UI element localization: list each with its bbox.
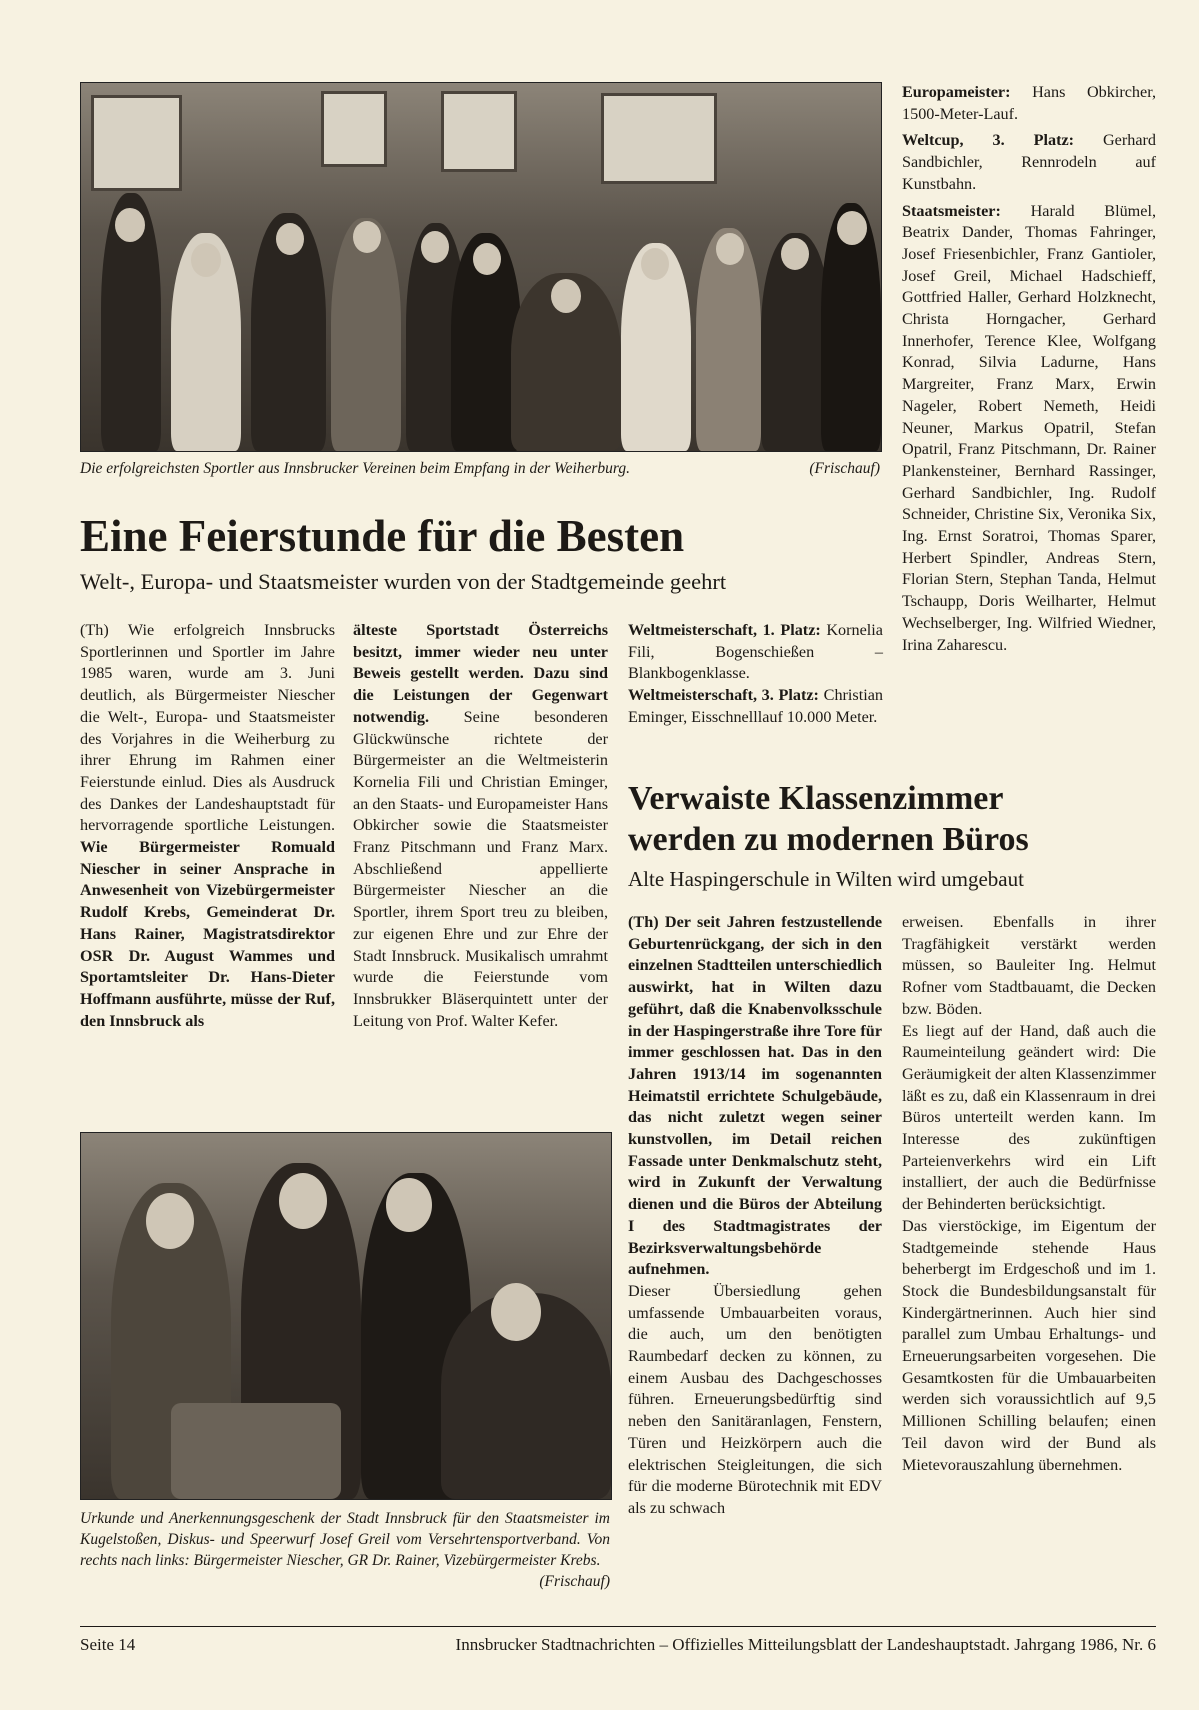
article1-col1-text: [80, 620, 335, 1032]
photo2-caption-text: Urkunde und Anerkennungsgeschenk der Stadt Innsbruck für den Staatsmeister im Kugelstoßen, Diskus- und Speerwurf Josef Greil vom Versehrtensportverband. Von rechts nach links: Bürgermeister Niescher, GR Dr. Rainer, Vizebürgermeister Krebs.: [80, 1510, 610, 1569]
article2-column-1: [628, 912, 882, 1520]
award-entry: [902, 201, 1156, 657]
award-entry: [902, 82, 1156, 125]
award-label: Weltmeisterschaft, 3. Platz:: [628, 686, 819, 705]
award-text: Hans Obkircher, 1500-Meter-Lauf.: [902, 83, 1156, 123]
article1-col1-bold: Wie Bürgermeister Romuald Niescher in seiner Ansprache in Anwesenheit von Vizebürgermeister Rudolf Krebs, Gemeinderat Dr. Hans Rainer, Magistratsdirektor OSR Dr. August Wammes und Sportamtsleiter Dr. Hans-Dieter Hoffmann ausführte, müsse der Ruf, den Innsbruck als: [80, 838, 335, 1030]
award-text: Kornelia Fili, Bogenschießen – Blankbogenklasse.: [628, 621, 883, 683]
article1-subheadline: Welt-, Europa- und Staatsmeister wurden von der Stadtgemeinde geehrt: [80, 569, 727, 594]
article2-column-2: [902, 912, 1156, 1476]
photo2-credit: (Frischauf): [539, 1573, 610, 1590]
article1-column-1: [80, 620, 335, 1032]
article2-col2-para1: erweisen. Ebenfalls in ihrer Tragfähigkeit verstärkt werden müssen, so Bauleiter Ing. Helmut Rofner vom Stadtbauamt, die Decken bzw. Böden.: [902, 913, 1156, 1018]
article1-col2-plain: Seine besonderen Glückwünsche richtete der Bürgermeister an die Weltmeisterin Kornelia Fili und Christian Eminger, an den Staats- und Europameister Hans Obkircher sowie die Staatsmeister Franz Pitschmann und Franz Marx. Abschließend appellierte Bürgermeister Niescher an die Sportler, ihrem Sport treu zu bleiben, zur eigenen Ehre und zur Ehre der Stadt Innsbruck. Musikalisch umrahmt wurde die Feierstunde vom Innsbrukker Bläserquintett unter der Leitung von Prof. Walter Kefer.: [353, 707, 608, 1030]
article2-col1-lead: [628, 912, 882, 1281]
article2-headline-line1: Verwaiste Klassenzimmer: [628, 780, 1004, 817]
article1-col1-plain: (Th) Wie erfolgreich Innsbrucks Sportlerinnen und Sportler im Jahre 1985 waren, wurde am 3. Juni deutlich, als Bürgermeister Niescher die Welt-, Europa- und Staatsmeister des Vorjahres in die Weiherburg zu ihrer Ehrung im Rahmen einer Feierstunde einlud. Dies als Ausdruck des Dankes der Landeshauptstadt für hervorragende sportliche Leistungen.: [80, 621, 335, 835]
article1-column-4: [902, 82, 1156, 656]
sportler-group-photo: [80, 82, 882, 452]
photo1-credit: (Frischauf): [809, 460, 880, 477]
photo1-caption-text: Die erfolgreichsten Sportler aus Innsbrucker Vereinen beim Empfang in der Weiherburg.: [80, 460, 631, 477]
article1-column-2: [353, 620, 608, 1032]
article2-headline: [628, 778, 1158, 860]
article1-column-3: [628, 620, 883, 729]
award-entry: [628, 620, 883, 685]
article2-col1-body: Dieser Übersiedlung gehen umfassende Umbauarbeiten voraus, die auch, um den benötigten Raumbedarf decken zu können, zu einem Ausbau des Dachgeschosses führen. Erneuerungsbedürftig sind neben den Sanitäranlagen, Fenstern, Türen und Heizkörpern auch die elektrischen Steigleitungen, die sich für die moderne Bürotechnik mit EDV als zu schwach: [628, 1281, 882, 1517]
award-text: Gerhard Sandbichler, Rennrodeln auf Kunstbahn.: [902, 131, 1156, 193]
article2-col2-para2: Es liegt auf der Hand, daß auch die Raumeinteilung geändert wird: Die Geräumigkeit der alten Klassenzimmer läßt es zu, daß ein Klassenraum in drei Büros unterteilt werden kann. Im Interesse des zukünftigen Parteienverkehrs wird ein Lift installiert, der auch die Bedürfnisse der Behinderten berücksichtigt.: [902, 1021, 1156, 1214]
article2-col2-para3: Das vierstöckige, im Eigentum der Stadtgemeinde stehende Haus beherbergt im Erdgeschoß und im 1. Stock die Bundesbildungsanstalt für Kindergärtnerinnen. Auch hier sind parallel zum Umbau Erhaltungs- und Erneuerungsarbeiten vorgesehen. Die Gesamtkosten für die Umbauarbeiten werden sich voraussichtlich auf 9,5 Millionen Schilling belaufen; einen Teil davon wird der Bund als Mietevorauszahlung übernehmen.: [902, 1216, 1156, 1474]
award-text: Harald Blümel, Beatrix Dander, Thomas Fahringer, Josef Friesenbichler, Franz Gantioler, Josef Greil, Michael Hadschieff, Gottfried Haller, Gerhard Holzknecht, Christa Horngacher, Gerhard Innerhofer, Terence Klee, Wolfgang Konrad, Silvia Ladurne, Hans Margreiter, Franz Marx, Erwin Nageler, Robert Nemeth, Heidi Neuner, Markus Opatril, Stefan Opatril, Franz Pitschmann, Dr. Rainer Plankensteiner, Bernhard Rassinger, Gerhard Sandbichler, Ing. Rudolf Schneider, Christine Six, Veronika Six, Ing. Ernst Soratroi, Thomas Sparer, Herbert Spindler, Andreas Stern, Florian Stern, Stephan Tanda, Helmut Tschaupp, Doris Weilharter, Helmut Wechselberger, Ing. Wilfried Wiedner, Irina Zaharescu.: [902, 201, 1157, 654]
award-entry: [902, 130, 1156, 195]
article1-col2-bold: älteste Sportstadt Österreichs besitzt, immer wieder neu unter Beweis gestellt werden. Dazu sind die Leistungen der Gegenwart notwendig.: [353, 621, 608, 726]
footer-rule: [80, 1626, 1156, 1627]
article1-col2-text: [353, 620, 608, 1032]
award-ceremony-photo: [80, 1132, 612, 1500]
photo1-caption: [80, 458, 880, 479]
award-label: Staatsmeister:: [902, 201, 1001, 220]
award-entry: [628, 685, 883, 728]
article2-subheadline: Alte Haspingerschule in Wilten wird umgebaut: [628, 867, 1024, 891]
award-label: Europameister:: [902, 83, 1011, 101]
footer-publication: Innsbrucker Stadtnachrichten – Offizielles Mitteilungsblatt der Landeshauptstadt. Jahrgang 1986, Nr. 6: [455, 1635, 1156, 1654]
photo2-caption: [80, 1508, 610, 1592]
article1-headline: Eine Feierstunde für die Besten: [80, 511, 685, 561]
article2-headline-line2: werden zu modernen Büros: [628, 821, 1029, 858]
article2-col1-bold: (Th) Der seit Jahren festzustellende Geburtenrückgang, der sich in den einzelnen Stadtteilen unterschiedlich auswirkt, hat in Wilten dazu geführt, daß die Knabenvolksschule in der Haspingerstraße ihre Tore für immer geschlossen hat. Das in den Jahren 1913/14 im sogenannten Heimatstil errichtete Schulgebäude, das nicht zuletzt wegen seiner kunstvollen, im Detail reichen Fassade unter Denkmalschutz steht, wird in Zukunft der Verwaltung dienen und die Büros der Abteilung I des Stadtmagistrates der Bezirksverwaltungsbehörde aufnehmen.: [628, 913, 882, 1279]
award-label: Weltmeisterschaft, 1. Platz:: [628, 621, 821, 639]
award-text: Christian Eminger, Eisschnelllauf 10.000 Meter.: [628, 686, 883, 726]
footer-page-number: Seite 14: [80, 1635, 136, 1654]
award-label: Weltcup, 3. Platz:: [902, 131, 1075, 150]
